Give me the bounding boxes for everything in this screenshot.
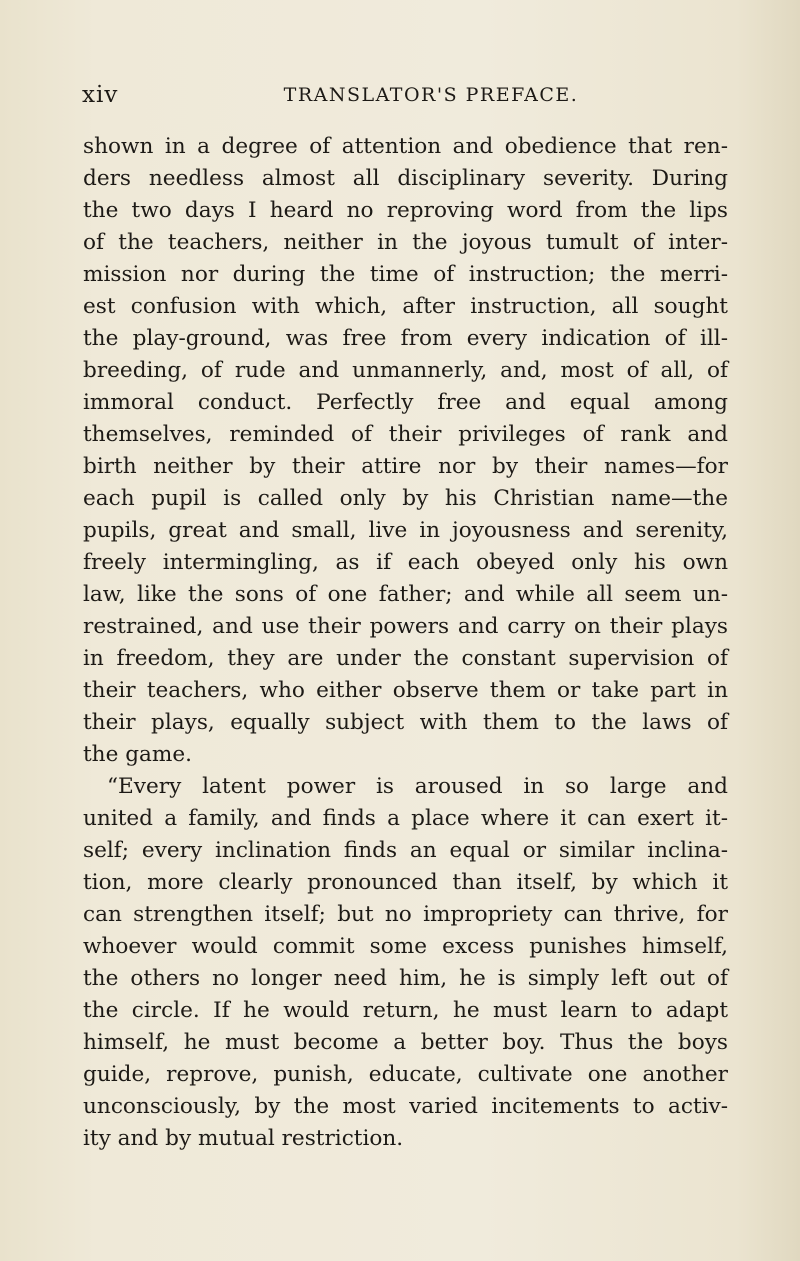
text-line: can strengthen itself; but no impropriety can thrive, for xyxy=(83,902,728,927)
text-line: the two days I heard no reproving word from the lips xyxy=(83,198,728,223)
text-line: the circle. If he would return, he must learn to adapt xyxy=(83,998,728,1023)
text-line: self; every inclination finds an equal or similar inclina- xyxy=(83,838,728,863)
text-line: ders needless almost all disciplinary severity. During xyxy=(83,166,728,191)
text-line: each pupil is called only by his Christian name—the xyxy=(83,486,728,511)
text-line: ity and by mutual restriction. xyxy=(83,1126,404,1151)
text-line: “Every latent power is aroused in so large and xyxy=(107,774,728,799)
text-line: himself, he must become a better boy. Thus the boys xyxy=(83,1030,728,1055)
text-line: immoral conduct. Perfectly free and equal among xyxy=(83,390,728,415)
text-line: themselves, reminded of their privileges of rank and xyxy=(83,422,728,447)
page-number: xiv xyxy=(82,82,119,108)
text-line: of the teachers, neither in the joyous tumult of inter- xyxy=(83,230,728,255)
text-line: breeding, of rude and unmannerly, and, most of all, of xyxy=(83,358,728,383)
text-line: the others no longer need him, he is simply left out of xyxy=(83,966,728,991)
text-line: shown in a degree of attention and obedience that ren- xyxy=(83,134,728,159)
text-line: birth neither by their attire nor by their names—for xyxy=(83,454,728,479)
text-line: their teachers, who either observe them or take part in xyxy=(83,678,728,703)
text-line: unconsciously, by the most varied incitements to activ- xyxy=(83,1094,728,1119)
text-line: mission nor during the time of instruction; the merri- xyxy=(83,262,728,287)
running-title: TRANSLATOR'S PREFACE. xyxy=(283,84,579,106)
page-header xyxy=(82,78,740,108)
text-line: whoever would commit some excess punishes himself, xyxy=(83,934,728,959)
text-line: in freedom, they are under the constant supervision of xyxy=(83,646,728,671)
text-line: tion, more clearly pronounced than itself, by which it xyxy=(83,870,728,895)
text-line: guide, reprove, punish, educate, cultivate one another xyxy=(83,1062,728,1087)
text-line: freely intermingling, as if each obeyed only his own xyxy=(83,550,728,575)
text-line: their plays, equally subject with them to the laws of xyxy=(83,710,728,735)
text-line: est confusion with which, after instruction, all sought xyxy=(83,294,728,319)
body-text xyxy=(83,131,728,1155)
text-line: united a family, and finds a place where it can exert it- xyxy=(83,806,728,831)
text-line: the game. xyxy=(83,742,193,767)
text-line: the play-ground, was free from every indication of ill- xyxy=(83,326,728,351)
text-line: restrained, and use their powers and carry on their plays xyxy=(83,614,728,639)
text-line: pupils, great and small, live in joyousness and serenity, xyxy=(83,518,728,543)
text-line: law, like the sons of one father; and while all seem un- xyxy=(83,582,728,607)
